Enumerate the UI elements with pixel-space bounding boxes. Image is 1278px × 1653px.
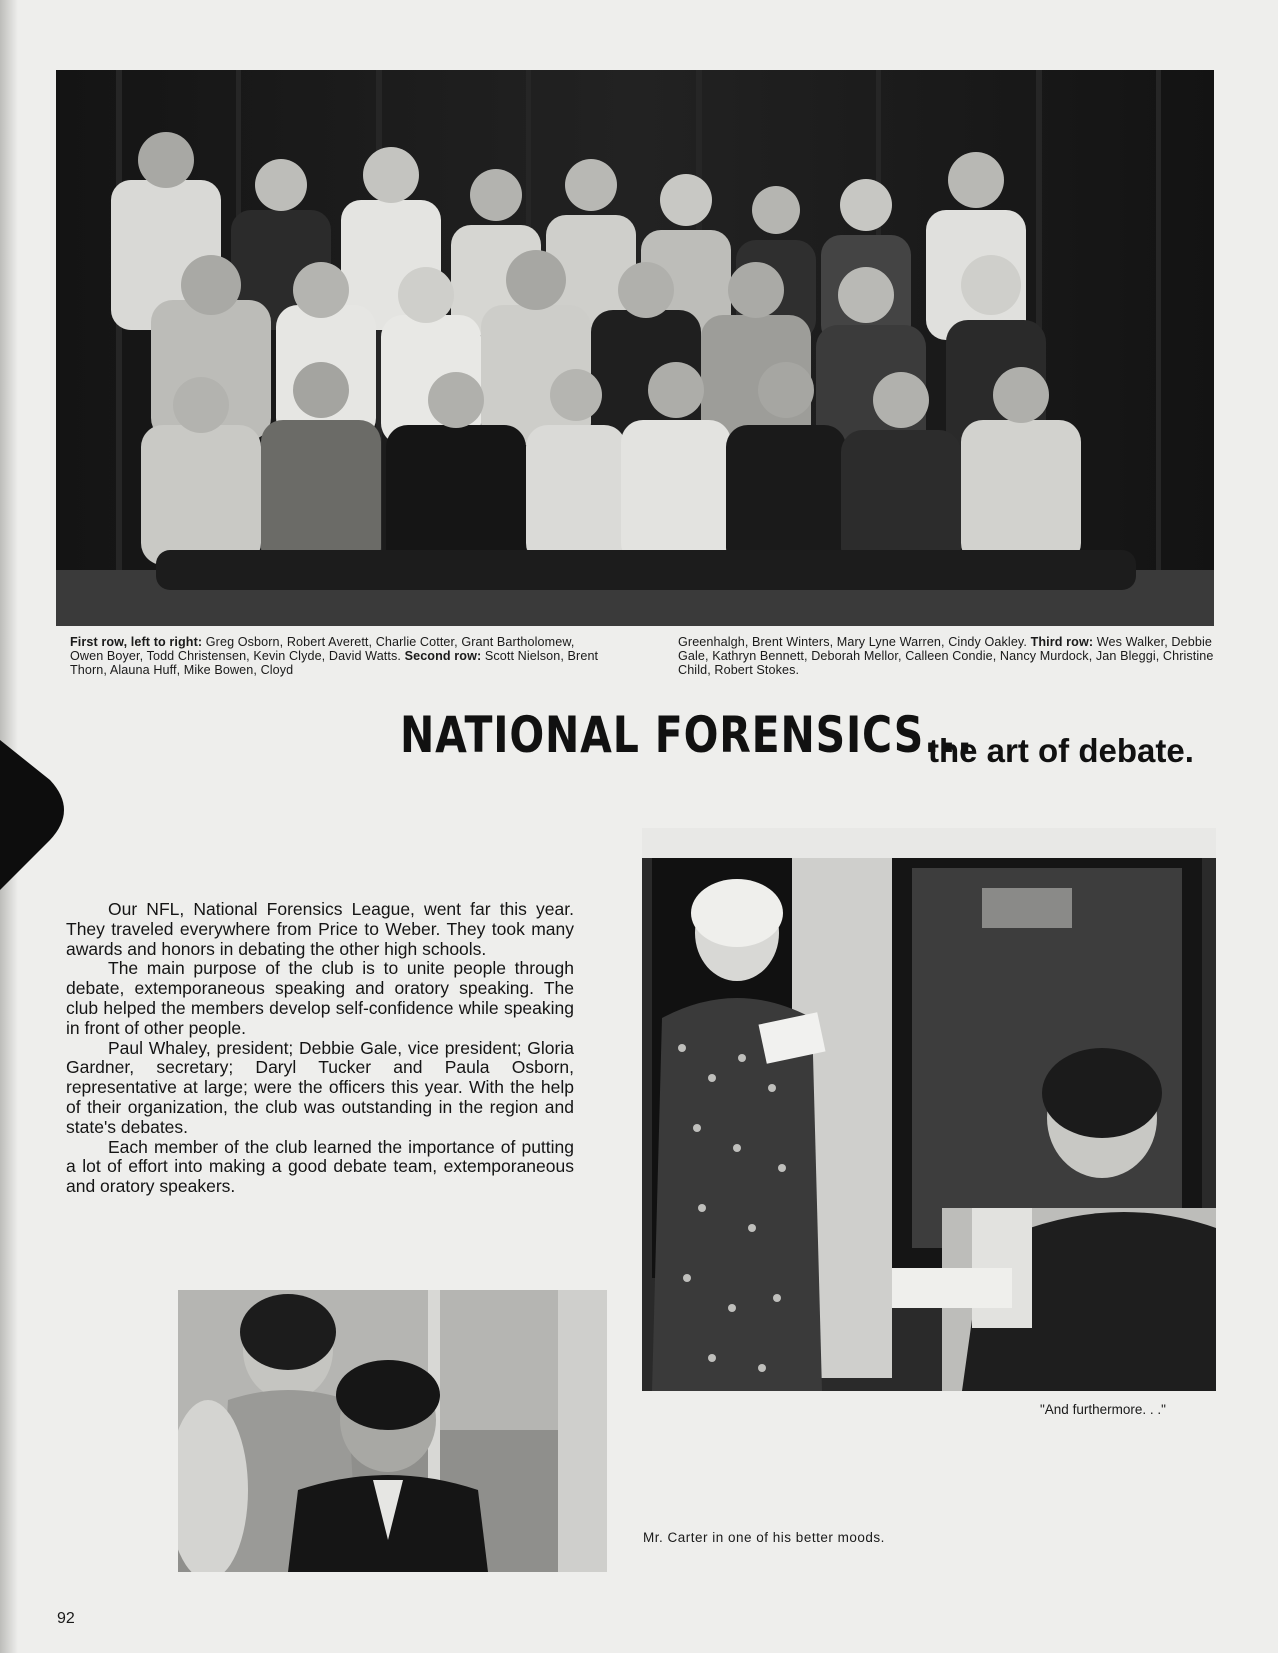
- body-paragraph: Our NFL, National Forensics League, went far this year. They traveled everywhere from Price to Weber. They took many awards and honors in debating the other high schools.: [66, 899, 574, 959]
- caption-label-first-row: First row, left to right:: [70, 635, 203, 649]
- caption-second-row-names-cont: Greenhalgh, Brent Winters, Mary Lyne Warren, Cindy Oakley.: [678, 635, 1031, 649]
- headline-main: NATIONAL FORENSICS...: [400, 706, 974, 764]
- body-paragraph: Paul Whaley, president; Debbie Gale, vice president; Gloria Gardner, secretary; Daryl Tucker and Paula Osborn, representative at large; were the officers this year. With the help of their organization, the club was outstanding in the region and state's debates.: [66, 1037, 574, 1137]
- page-number: 92: [57, 1610, 75, 1627]
- caption-second-row-names: Scott Nielson, Brent Thorn, Alauna Huff, Mike Bowen, Cloyd: [70, 649, 599, 677]
- group-photo: [56, 70, 1214, 626]
- body-paragraph: The main purpose of the club is to unite people through debate, extemporaneous speaking and oratory speaking. The club helped the members develop self-confidence while speaking in front of other people.: [66, 958, 574, 1038]
- page-headline: [400, 706, 1220, 769]
- caption-label-second-row: Second row:: [404, 649, 482, 663]
- caption-first-row-names: Greg Osborn, Robert Averett, Charlie Cotter, Grant Bartholomew, Owen Boyer, Todd Christensen, Kevin Clyde, David Watts.: [70, 635, 575, 663]
- debate-photo-caption: "And furthermore. . .": [1040, 1402, 1166, 1417]
- article-body: [66, 900, 574, 1197]
- carter-photo-caption: Mr. Carter in one of his better moods.: [643, 1530, 885, 1545]
- carter-photo: [178, 1290, 607, 1572]
- group-photo-caption-left: [70, 635, 610, 677]
- caption-label-third-row: Third row:: [1030, 635, 1094, 649]
- debate-photo: [642, 828, 1216, 1391]
- headline-sub: the art of debate.: [928, 732, 1194, 769]
- group-photo-caption-right: [678, 635, 1218, 677]
- body-paragraph: Each member of the club learned the importance of putting a lot of effort into making a good debate team, extemporaneous and oratory speakers.: [66, 1136, 574, 1197]
- binder-clip-shape: [0, 740, 80, 890]
- caption-third-row-names: Wes Walker, Debbie Gale, Kathryn Bennett, Deborah Mellor, Calleen Condie, Nancy Murdock, Jan Bleggi, Christine Child, Robert Stokes.: [678, 635, 1214, 677]
